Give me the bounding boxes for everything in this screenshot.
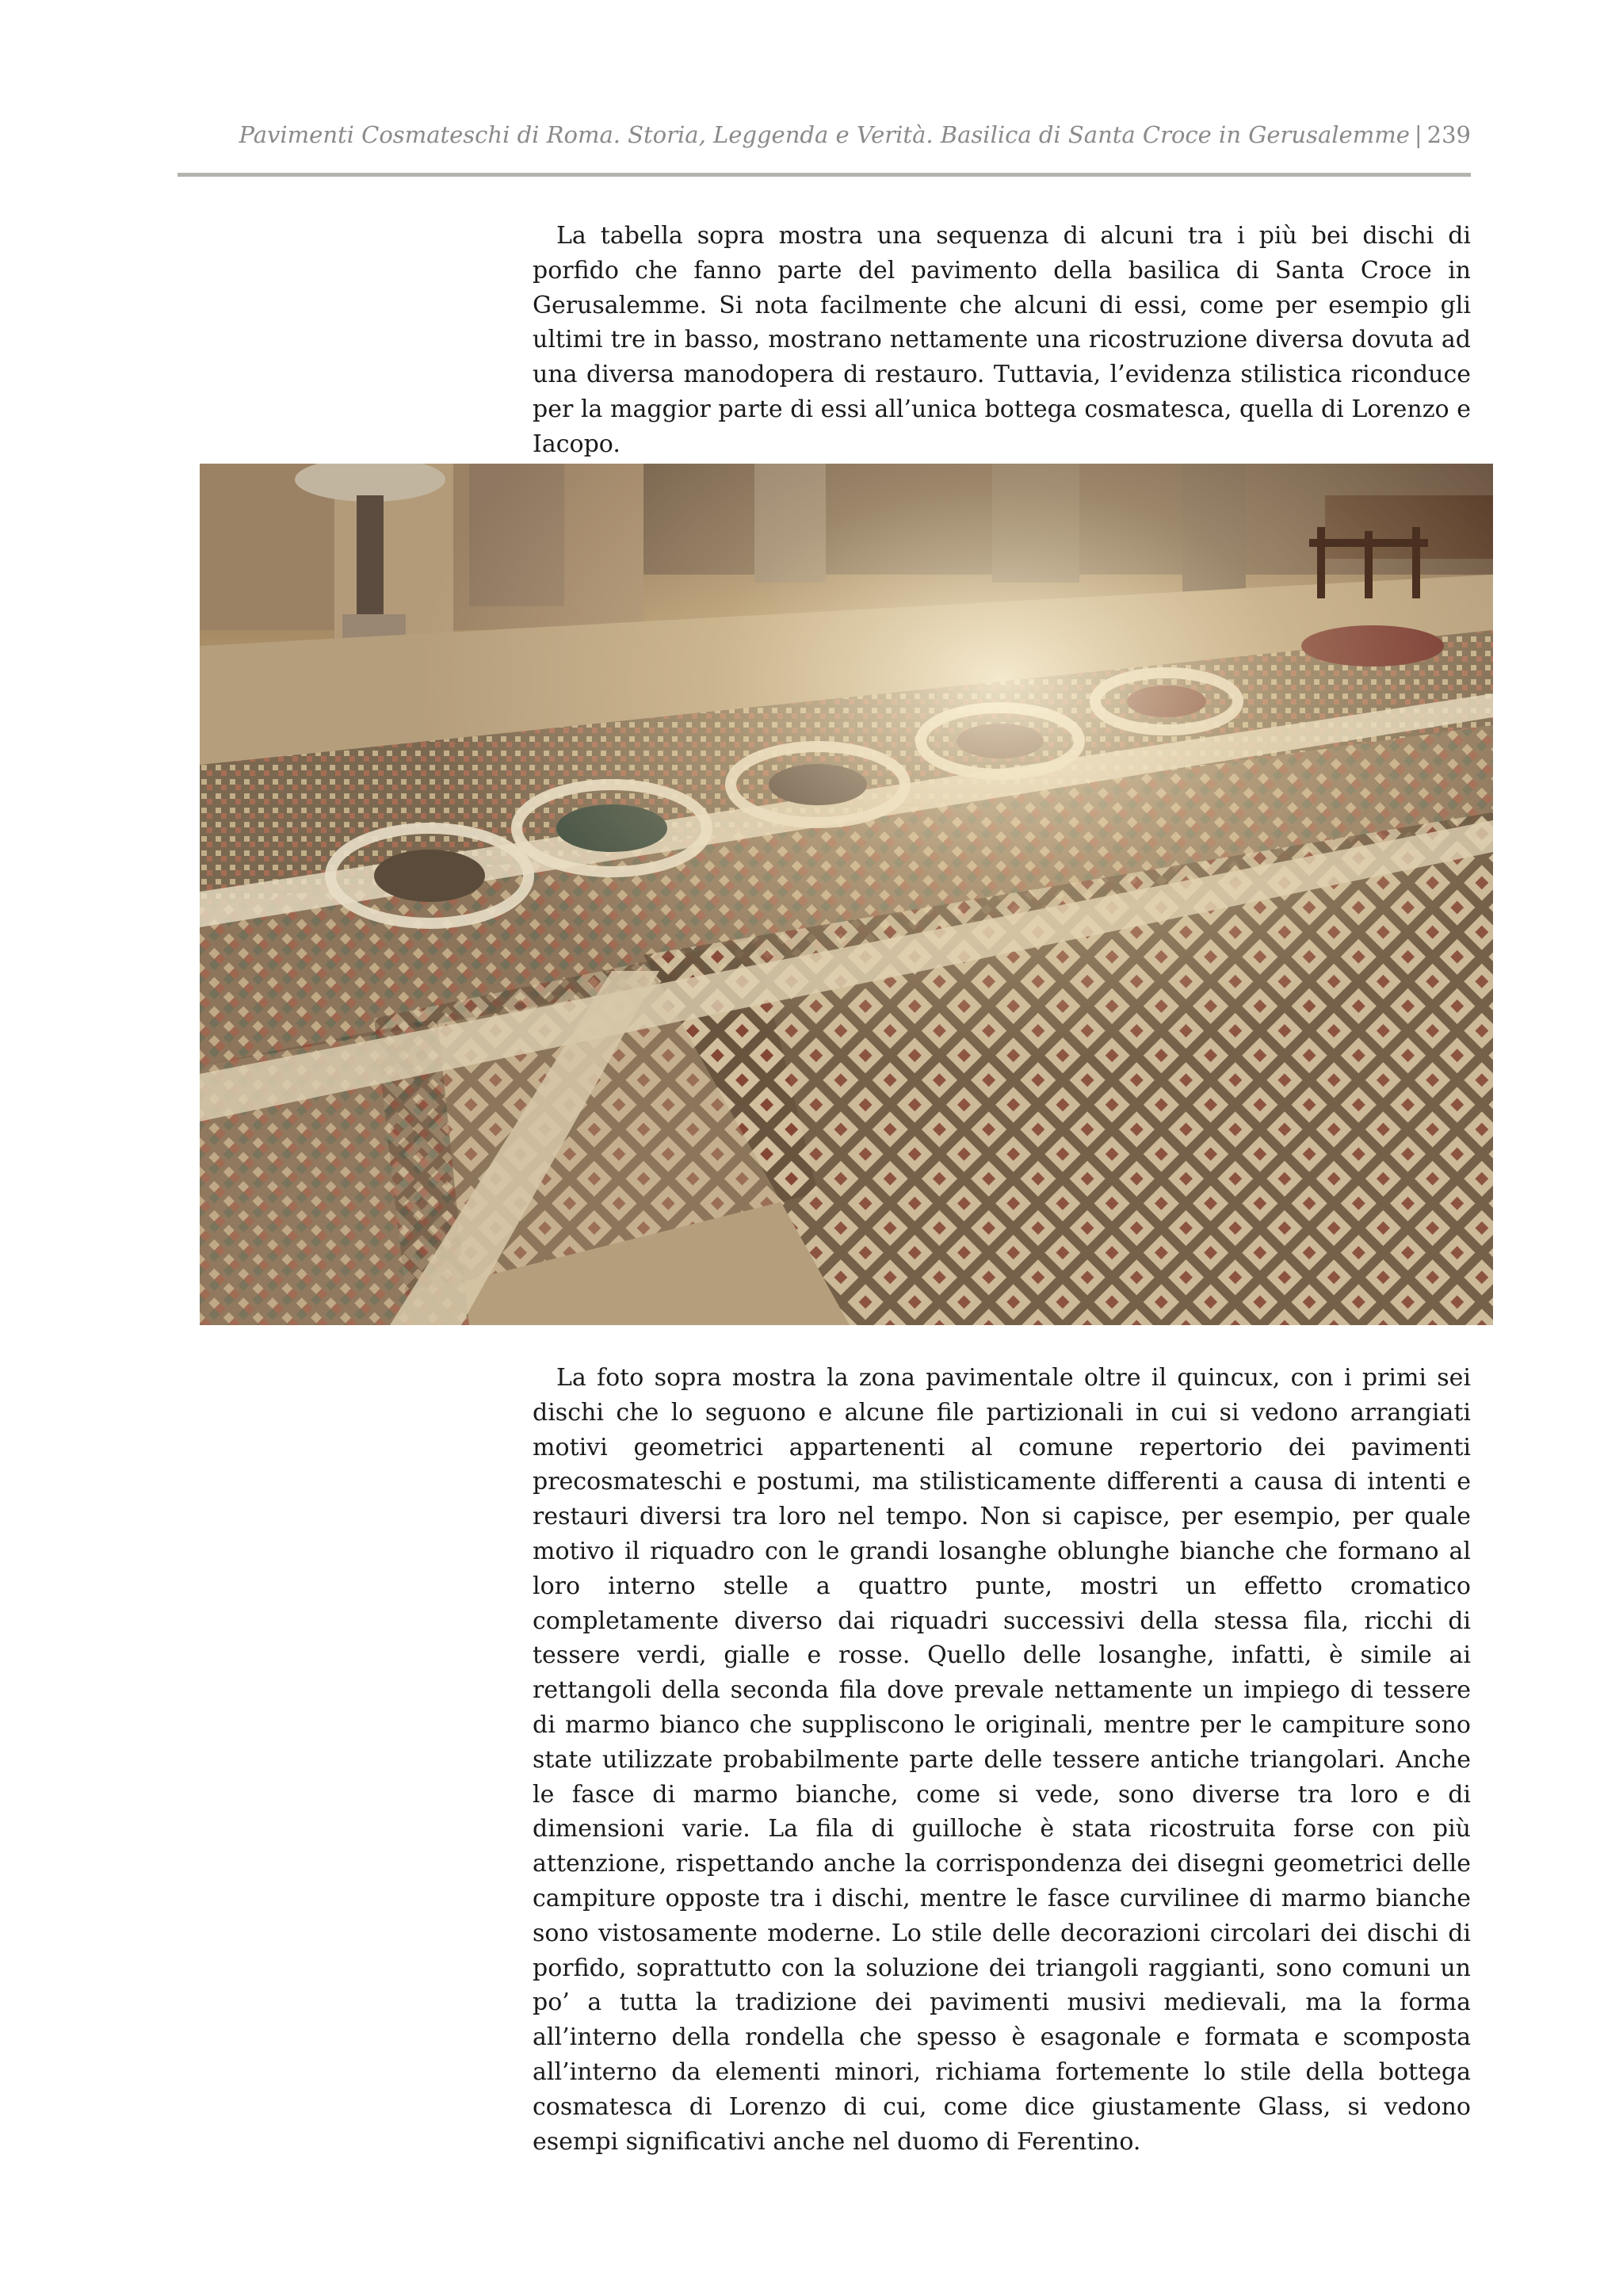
floor-photo-illustration — [200, 464, 1493, 1325]
page-number: 239 — [1426, 121, 1471, 148]
header-rule — [178, 173, 1471, 177]
paragraph-intro: La tabella sopra mostra una sequenza di alcuni tra i più bei dischi di porfido che fanno parte del pavimento della basilica di Santa Croce in Gerusalemme. Si nota facilmente che alcuni di essi, come per esempio gli ultimi tre in basso, mostrano nettamente una ricostruzione diversa dovuta ad una diversa manodopera di restauro. Tuttavia, l’evidenza stilistica riconduce per la maggior parte di essi all’unica bottega cosmatesca, quella di Lorenzo e Iacopo. — [533, 222, 1471, 458]
running-title: Pavimenti Cosmateschi di Roma. Storia, Leggenda e Verità. Basilica di Santa Croce in Gerusalemme — [239, 121, 1410, 148]
running-header — [178, 117, 1471, 152]
paragraph-photo-description: La foto sopra mostra la zona pavimentale oltre il quincux, con i primi sei dischi che lo seguono e alcune file partizionali in cui si vedono arrangiati motivi geometrici appartenenti al comune repertorio dei pavimenti precosmateschi e postumi, ma stilisticamente differenti a causa di intenti e restauri diversi tra loro nel tempo. Non si capisce, per esempio, per quale motivo il riquadro con le grandi losanghe oblunghe bianche che formano al loro interno stelle a quattro punte, mostri un effetto cromatico completamente diverso dai riquadri successivi della stessa fila, ricchi di tessere verdi, gialle e rosse. Quello delle losanghe, infatti, è simile ai rettangoli della seconda fila dove prevale nettamente un impiego di tessere di marmo bianco che suppliscono le originali, mentre per le campiture sono state utilizzate probabilmente parte delle tessere antiche triangolari. Anche le fasce di marmo bianche, come si vede, sono diverse tra loro e di dimensioni varie. La fila di guilloche è stata ricostruita forse con più attenzione, rispettando anche la corrispondenza dei disegni geometrici delle campiture opposte tra i dischi, mentre le fasce curvilinee di marmo bianche sono vistosamente moderne. Lo stile delle decorazioni circolari dei dischi di porfido, soprattutto con la soluzione dei triangoli raggianti, sono comuni un po’ a tutta la tradizione dei pavimenti musivi medievali, ma la forma all’interno della rondella che spesso è esagonale e formata e scomposta all’interno da elementi minori, richiama fortemente lo stile della bottega cosmatesca di Lorenzo di cui, come dice giustamente Glass, si vedono esempi significativi anche nel duomo di Ferentino. — [533, 1364, 1471, 2156]
header-separator: | — [1414, 121, 1423, 148]
cosmatesque-floor-photo — [200, 464, 1493, 1325]
